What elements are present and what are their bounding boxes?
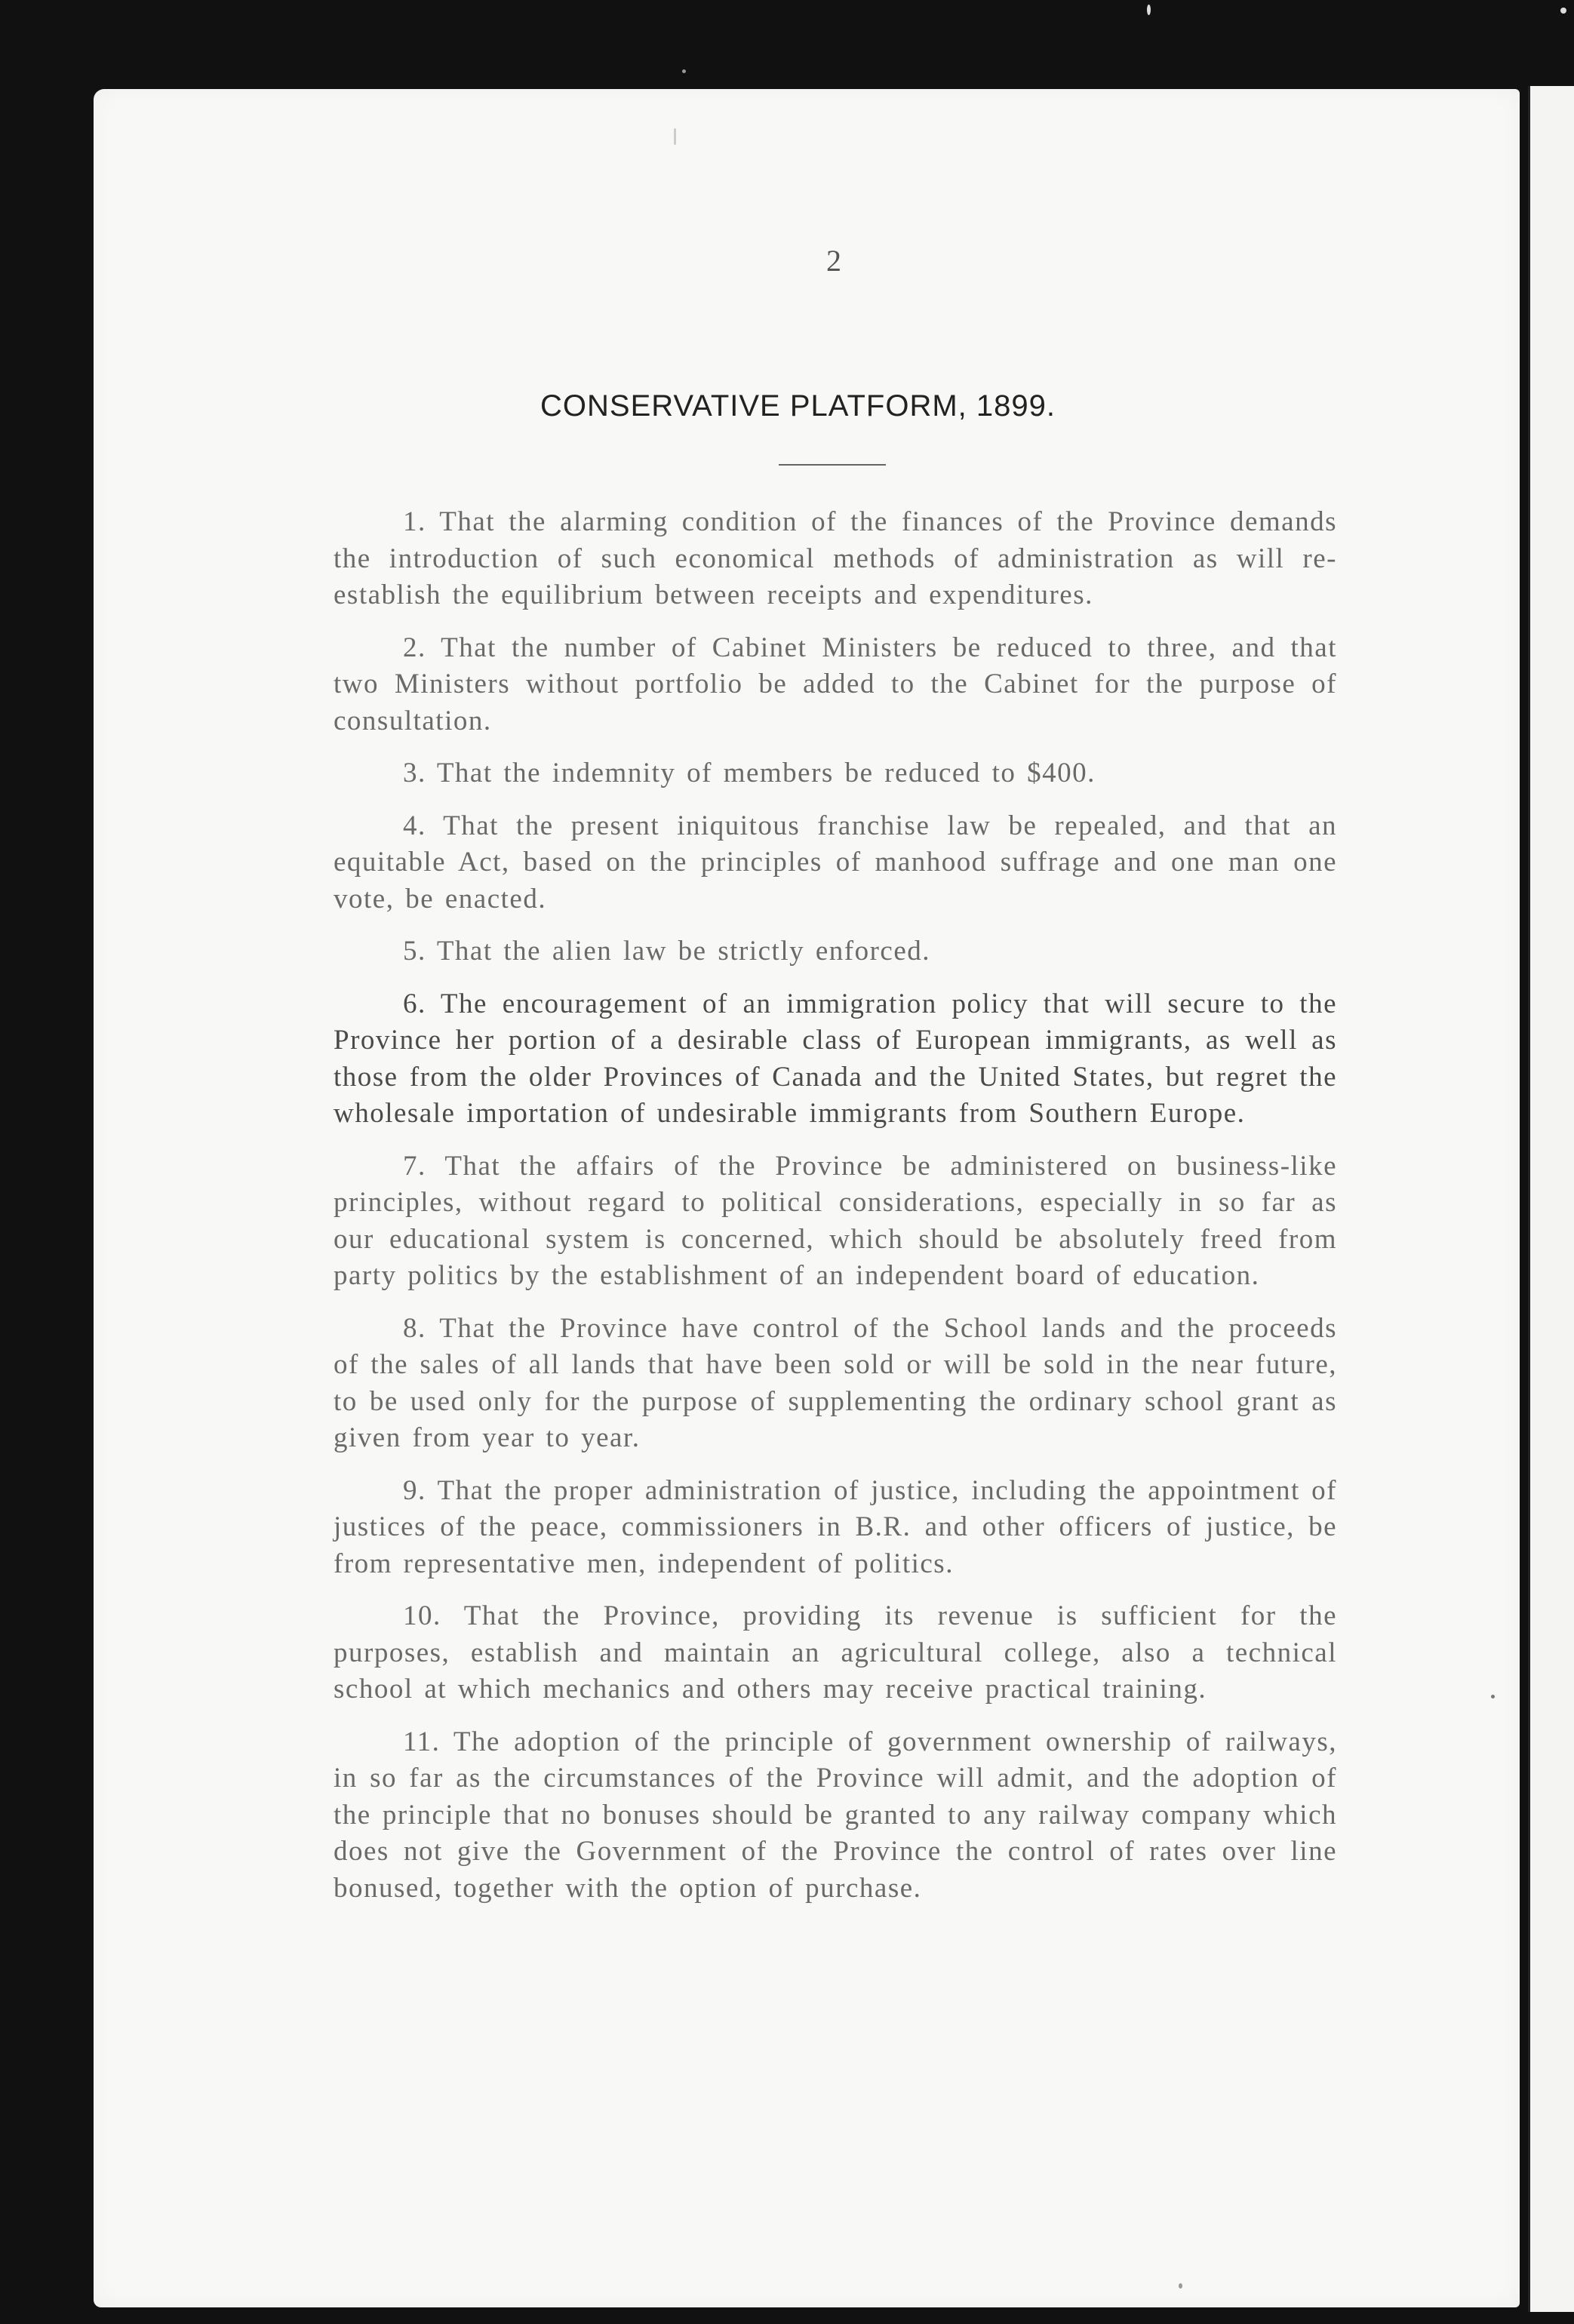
scan-speck (1147, 5, 1151, 15)
platform-item-5: 5. That the alien law be strictly enforced. (403, 936, 931, 967)
platform-item-1: 1. That the alarming condition of the finances of the Province demands the introduction of such economical methods of administration as will re-establish the equilibrium between receipts and expenditures. (334, 506, 1337, 610)
platform-item-9: 9. That the proper administration of justice, including the appointment of justices of the peace, commissioners in B.R. and other officers of justice, be from representative men, independent of politics. (334, 1474, 1337, 1579)
page-number: 2 (826, 244, 841, 278)
scan-speck (1491, 1695, 1495, 1698)
platform-item-11: 11. The adoption of the principle of government ownership of railways, in so far as the circumstances of the Province will admit, and the adoption of the principle that no bonuses should be granted to any railway company which does not give the Government of the Province the control of rates over line bonused, together with the option of purchase. (334, 1726, 1337, 1904)
platform-item-7: 7. That the affairs of the Province be administered on business-like principles, without regard to political considerations, especially in so far as our educational system is concerned, which should be absolutely freed from party politics by the establishment of an independent board of education. (334, 1150, 1337, 1291)
next-page-edge (1528, 86, 1574, 2312)
platform-item-2: 2. That the number of Cabinet Ministers be reduced to three, and that two Ministers without portfolio be added to the Cabinet for the purpose of consultation. (334, 632, 1337, 736)
title-divider (779, 464, 886, 466)
scan-speck (1560, 8, 1566, 14)
scan-speck (1179, 2283, 1182, 2289)
scan-speck (674, 128, 676, 145)
scan-speck (682, 69, 686, 73)
platform-body (334, 504, 1337, 1923)
platform-item-4: 4. That the present iniquitous franchise law be repealed, and that an equitable Act, based on the principles of manhood suffrage and one man one vote, be enacted. (334, 810, 1337, 915)
document-title: CONSERVATIVE PLATFORM, 1899. (540, 389, 1056, 423)
platform-item-8: 8. That the Province have control of the School lands and the proceeds of the sales of all lands that have been sold or will be sold in the near future, to be used only for the purpose of supplementing the ordinary school grant as given from year to year. (334, 1312, 1337, 1453)
platform-item-6: 6. The encouragement of an immigration policy that will secure to the Province her portion of a desirable class of European immigrants, as well as those from the older Provinces of Canada and the United States, but regret the wholesale importation of undesirable immigrants from Southern Europe. (334, 988, 1337, 1129)
platform-item-3: 3. That the indemnity of members be reduced to $400. (403, 758, 1096, 788)
platform-item-10: 10. That the Province, providing its revenue is sufficient for the purposes, establish and maintain an agricultural college, also a technical school at which mechanics and others may receive practical training. (334, 1600, 1337, 1705)
